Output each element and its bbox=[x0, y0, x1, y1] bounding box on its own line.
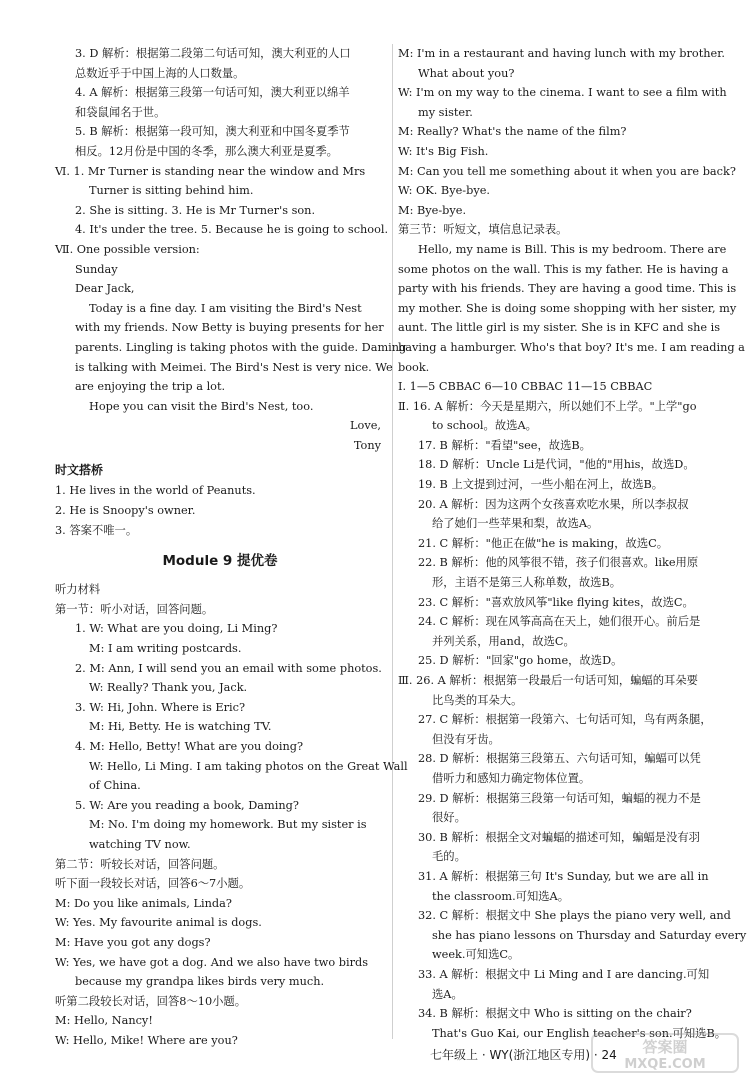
text-line: 形，主语不是第三人称单数，故选B。 bbox=[432, 576, 622, 590]
text-line: 比鸟类的耳朵大。 bbox=[432, 693, 523, 707]
text-line: M: Bye-bye. bbox=[398, 203, 467, 217]
text-line: is talking with Meimei. The Bird's Nest is very nice. We bbox=[75, 360, 393, 374]
text-line: Ⅱ. 16. A 解析：今天是星期六，所以她们不上学。"上学"go bbox=[398, 399, 697, 413]
text-line: 4. It's under the tree. 5. Because he is going to school. bbox=[75, 223, 389, 237]
text-line: week.可知选C。 bbox=[432, 948, 520, 962]
script-line: 听第二段较长对话，回答8～10小题。 bbox=[55, 994, 247, 1008]
text-line: 24. C 解析：现在风筝高高在天上，她们很开心。前后是 bbox=[418, 615, 701, 629]
text-line: 32. C 解析：根据文中 She plays the piano very well, and bbox=[418, 909, 731, 923]
text-line: book. bbox=[398, 360, 430, 374]
peanuts-answers bbox=[55, 481, 385, 540]
text-line: 33. A 解析：根据文中 Li Ming and I are dancing.可知 bbox=[418, 967, 710, 981]
text-line: my mother. She is doing some shopping with her sister, my bbox=[398, 301, 737, 315]
text-line: Love, bbox=[350, 419, 381, 433]
script-line: 第二节：听较长对话，回答问题。 bbox=[55, 857, 225, 871]
text-line: 27. C 解析：根据第一段第六、七句话可知，鸟有两条腿， bbox=[418, 713, 712, 727]
right-column bbox=[398, 44, 747, 1043]
script-line: W: Hello, Mike! Where are you? bbox=[55, 1033, 238, 1047]
text-line: 毛的。 bbox=[432, 850, 466, 864]
text-line: 21. C 解析："他正在做"he is making，故选C。 bbox=[418, 536, 669, 550]
text-line: 17. B 解析："看望"see，故选B。 bbox=[418, 438, 591, 452]
script-line: M: I am writing postcards. bbox=[89, 642, 242, 656]
text-line: my sister. bbox=[418, 105, 473, 119]
text-line: 5. B 解析：根据第一段可知，澳大利亚和中国冬夏季节 bbox=[75, 125, 350, 139]
text-line: W: OK. Bye-bye. bbox=[398, 184, 490, 198]
text-line: aunt. The little girl is my sister. She is in KFC and she is bbox=[398, 321, 721, 335]
script-line: W: Yes. My favourite animal is dogs. bbox=[55, 916, 262, 930]
section-heading: 时文搭桥 bbox=[55, 463, 104, 478]
script-line: M: Hi, Betty. He is watching TV. bbox=[89, 720, 272, 734]
script-line: M: No. I'm doing my homework. But my sister is bbox=[89, 818, 367, 832]
text-line: W: It's Big Fish. bbox=[398, 144, 489, 158]
text-line: to school。故选A。 bbox=[432, 419, 537, 433]
script-line: 第一节：听小对话，回答问题。 bbox=[55, 602, 214, 616]
text-line: 第三节：听短文，填信息记录表。 bbox=[398, 223, 568, 237]
answers-block-top bbox=[55, 44, 407, 455]
listening-script bbox=[55, 580, 408, 1050]
text-line: Ⅶ. One possible version: bbox=[55, 242, 200, 256]
column-divider bbox=[392, 44, 393, 1039]
page-footer: 七年级上 · WY(浙江地区专用) · 24 bbox=[430, 1048, 617, 1062]
text-line: 总数近乎于中国上海的人口数量。 bbox=[75, 66, 245, 80]
text-line: party with his friends. They are having a good time. This is bbox=[398, 282, 737, 296]
text-line: M: Really? What's the name of the film? bbox=[398, 125, 627, 139]
text-line: Ⅵ. 1. Mr Turner is standing near the window and Mrs bbox=[55, 164, 366, 178]
right-answers-block bbox=[398, 44, 747, 1043]
text-line: 3. D 解析：根据第二段第二句话可知，澳大利亚的人口 bbox=[75, 47, 351, 60]
text-line: 19. B 上文提到过河，一些小船在河上，故选B。 bbox=[418, 478, 664, 492]
text-line: Turner is sitting behind him. bbox=[89, 184, 254, 198]
script-line: 听下面一段较长对话，回答6～7小题。 bbox=[55, 877, 251, 891]
text-line: 但没有牙齿。 bbox=[432, 732, 500, 746]
text-line: are enjoying the trip a lot. bbox=[75, 380, 226, 394]
script-line: because my grandpa likes birds very much. bbox=[75, 975, 325, 989]
text-line: Sunday bbox=[75, 262, 118, 276]
text-line: 25. D 解析："回家"go home，故选D。 bbox=[418, 654, 623, 668]
script-line: W: Yes, we have got a dog. And we also have two birds bbox=[55, 955, 369, 969]
text-line: 借听力和感知力确定物体位置。 bbox=[432, 771, 591, 785]
script-line: 4. M: Hello, Betty! What are you doing? bbox=[75, 740, 304, 753]
text-line: she has piano lessons on Thursday and Saturday every bbox=[432, 928, 747, 942]
text-line: 给了她们一些苹果和梨，故选A。 bbox=[432, 517, 599, 531]
text-line: 相反。12月份是中国的冬季，那么澳大利亚是夏季。 bbox=[75, 144, 338, 158]
text-line: 2. She is sitting. 3. He is Mr Turner's son. bbox=[75, 203, 316, 217]
answer-line: 1. He lives in the world of Peanuts. bbox=[55, 484, 256, 498]
script-line: M: Hello, Nancy! bbox=[55, 1014, 153, 1028]
text-line: Hope you can visit the Bird's Nest, too. bbox=[89, 399, 314, 413]
text-line: Dear Jack, bbox=[75, 282, 135, 296]
script-line: 1. W: What are you doing, Li Ming? bbox=[75, 622, 278, 636]
script-line: watching TV now. bbox=[89, 837, 191, 851]
text-line: Tony bbox=[353, 438, 381, 452]
script-line: M: Have you got any dogs? bbox=[55, 935, 211, 949]
text-line: 4. A 解析：根据第三段第一句话可知，澳大利亚以绵羊 bbox=[75, 86, 350, 100]
text-line: 28. D 解析：根据第三段第五、六句话可知，蝙蝠可以凭 bbox=[418, 752, 701, 766]
text-line: What about you? bbox=[418, 66, 515, 80]
script-line: 2. M: Ann, I will send you an email with some photos. bbox=[75, 661, 382, 675]
text-line: 22. B 解析：他的风筝很不错，孩子们很喜欢。like用原 bbox=[418, 556, 699, 570]
left-column bbox=[55, 44, 408, 1051]
text-line: 20. A 解析：因为这两个女孩喜欢吃水果，所以李叔叔 bbox=[418, 497, 689, 511]
script-line: 3. W: Hi, John. Where is Eric? bbox=[75, 700, 245, 714]
text-line: having a hamburger. Who's that boy? It's me. I am reading a bbox=[398, 340, 745, 354]
text-line: W: I'm on my way to the cinema. I want to see a film with bbox=[398, 86, 727, 100]
text-line: 选A。 bbox=[432, 987, 463, 1001]
text-line: 31. A 解析：根据第三句 It's Sunday, but we are all in bbox=[418, 869, 709, 883]
text-line: M: Can you tell me something about it when you are back? bbox=[398, 164, 736, 178]
script-line: of China. bbox=[89, 779, 141, 793]
script-line: W: Really? Thank you, Jack. bbox=[89, 681, 248, 695]
module-title: Module 9 提优卷 bbox=[162, 553, 278, 570]
text-line: M: I'm in a restaurant and having lunch with my brother. bbox=[398, 47, 725, 60]
script-line: W: Hello, Li Ming. I am taking photos on the Great Wall bbox=[89, 759, 408, 773]
text-line: Today is a fine day. I am visiting the Bird's Nest bbox=[89, 301, 362, 315]
script-line: 听力材料 bbox=[55, 583, 101, 597]
text-line: 并列关系，用and，故选C。 bbox=[432, 634, 575, 648]
text-line: some photos on the wall. This is my father. He is having a bbox=[398, 262, 729, 276]
text-line: 18. D 解析：Uncle Li是代词，"他的"用his，故选D。 bbox=[418, 458, 695, 472]
script-line: M: Do you like animals, Linda? bbox=[55, 896, 232, 910]
text-line: Ⅲ. 26. A 解析：根据第一段最后一句话可知，蝙蝠的耳朵要 bbox=[398, 674, 698, 687]
answer-line: 2. He is Snoopy's owner. bbox=[55, 504, 196, 518]
text-line: Ⅰ. 1—5 CBBAC 6—10 CBBAC 11—15 CBBAC bbox=[398, 380, 653, 394]
text-line: with my friends. Now Betty is buying presents for her bbox=[75, 321, 384, 335]
watermark-logo bbox=[590, 1030, 740, 1076]
watermark-text-en: MXQE.COM bbox=[624, 1057, 706, 1072]
text-line: 34. B 解析：根据文中 Who is sitting on the chair? bbox=[418, 1007, 692, 1021]
text-line: the classroom.可知选A。 bbox=[432, 889, 570, 903]
watermark-text-cn: 答案圈 bbox=[642, 1038, 688, 1056]
text-line: parents. Lingling is taking photos with the guide. Daming bbox=[75, 340, 407, 354]
text-line: 很好。 bbox=[432, 811, 466, 825]
text-line: Hello, my name is Bill. This is my bedroom. There are bbox=[418, 242, 727, 256]
text-line: 和袋鼠闻名于世。 bbox=[75, 105, 166, 119]
text-line: That's Guo Kai, our English teacher's son.可知选B。 bbox=[432, 1026, 727, 1040]
answer-line: 3. 答案不唯一。 bbox=[55, 523, 138, 537]
text-line: 23. C 解析："喜欢放风筝"like flying kites，故选C。 bbox=[418, 595, 694, 609]
text-line: 30. B 解析：根据全文对蝙蝠的描述可知，蝙蝠是没有羽 bbox=[418, 830, 700, 844]
text-line: 29. D 解析：根据第三段第一句话可知，蝙蝠的视力不是 bbox=[418, 791, 701, 805]
script-line: 5. W: Are you reading a book, Daming? bbox=[75, 798, 299, 812]
